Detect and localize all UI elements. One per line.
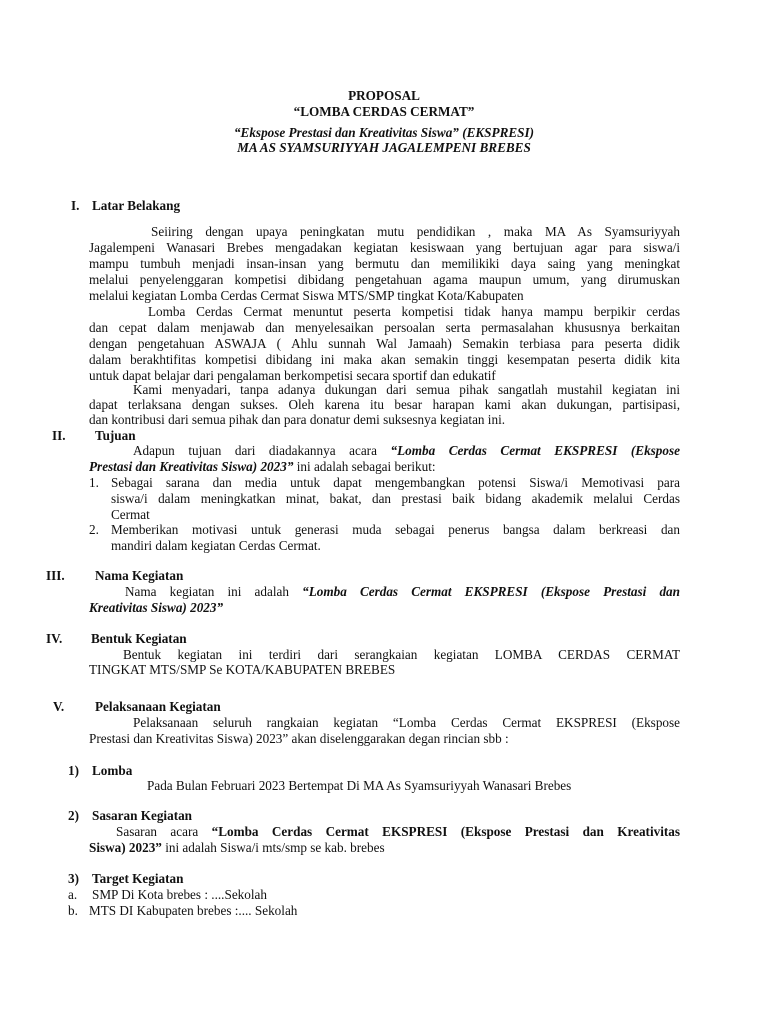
list-item-line: mandiri dalam kegiatan Cerdas Cermat. (111, 538, 321, 553)
s4-line: TINGKAT MTS/SMP Se KOTA/KABUPATEN BREBES (89, 662, 396, 677)
section-5-number: V. (53, 699, 65, 714)
s1-p2-line: dan cepat dalam menjawab dan menyelesaikan persoalan serta permasalahan khususnya berkaitan (89, 320, 680, 335)
s1-p1-line: melalui kegiatan Lomba Cerdas Cermat Siswa MTS/SMP tingkat Kota/Kabupaten (89, 288, 524, 303)
list-item-line: siswa/i dalam meningkatkan minat, bakat, dan prestasi baik bidang akademik melalui Cerdas (111, 491, 680, 506)
target-item-letter: a. (68, 887, 78, 902)
s3-line: Nama kegiatan ini adalah “Lomba Cerdas Cermat EKSPRESI (Ekspose Prestasi dan (125, 584, 680, 599)
s1-p3-line: dapat terlaksana dengan sukses. Oleh karena itu besar harapan kami akan dukungan, partisipasi, (89, 397, 680, 412)
list-number: 2. (89, 522, 99, 537)
subsection-3-title: Target Kegiatan (92, 871, 184, 886)
target-item: SMP Di Kota brebes : ....Sekolah (92, 887, 267, 902)
proposal-theme: “Ekspose Prestasi dan Kreativitas Siswa” (EKSPRESI) (233, 125, 535, 140)
list-item-line: Sebagai sarana dan media untuk dapat mengembangkan potensi Siswa/i Memotivasi para (111, 475, 680, 490)
list-item-line: Memberikan motivasi untuk generasi muda sebagai penerus bangsa dalam berkreasi dan (111, 522, 680, 537)
s1-p1-line: Jagalempeni Wanasari Brebes mengadakan kegiatan kesiswaan yang bertujuan agar para siswa/i (89, 240, 680, 255)
sub2-line: Sasaran acara “Lomba Cerdas Cermat EKSPRESI (Ekspose Prestasi dan Kreativitas (116, 824, 680, 839)
list-number: 1. (89, 475, 99, 490)
proposal-subtitle: “LOMBA CERDAS CERMAT” (293, 104, 475, 119)
section-2-title: Tujuan (95, 428, 136, 443)
s5-line: Pelaksanaan seluruh rangkaian kegiatan “Lomba Cerdas Cermat EKSPRESI (Ekspose (133, 715, 680, 730)
subsection-3-number: 3) (68, 871, 79, 886)
section-1-number: I. (71, 198, 80, 213)
s5-line: Prestasi dan Kreativitas Siswa) 2023” akan diselenggarakan degan rincian sbb : (89, 731, 509, 746)
school-name: MA AS SYAMSURIYYAH JAGALEMPENI BREBES (237, 140, 531, 155)
s1-p2-line: dalam berakhtifitas kompetisi dibidang ini maka akan semakin tinggi kesempatan peserta didik kita (89, 352, 680, 367)
section-1-title: Latar Belakang (92, 198, 181, 213)
proposal-title: PROPOSAL (348, 88, 420, 103)
section-3-number: III. (46, 568, 65, 583)
subsection-2-number: 2) (68, 808, 79, 823)
s2-intro-line: Prestasi dan Kreativitas Siswa) 2023” ini adalah sebagai berikut: (89, 459, 436, 474)
s1-p1-line: Seiiring dengan upaya peningkatan mutu pendidikan , maka MA As Syamsuriyyah (151, 224, 680, 239)
sub2-line: Siswa) 2023” ini adalah Siswa/i mts/smp se kab. brebes (89, 840, 385, 855)
s1-p1-line: mampu tumbuh menjadi insan-insan yang bermutu dan memilikiki daya saing yang meningkat (89, 256, 680, 271)
section-4-title: Bentuk Kegiatan (91, 631, 187, 646)
target-item: MTS DI Kabupaten brebes :.... Sekolah (89, 903, 298, 918)
subsection-1-number: 1) (68, 763, 79, 778)
s1-p3-line: dan kontribusi dari semua pihak dan para donatur demi suksesnya kegiatan ini. (89, 412, 506, 427)
sub1-text: Pada Bulan Februari 2023 Bertempat Di MA As Syamsuriyyah Wanasari Brebes (147, 778, 572, 793)
s4-line: Bentuk kegiatan ini terdiri dari serangkaian kegiatan LOMBA CERDAS CERMAT (123, 647, 680, 662)
s1-p2-line: untuk dapat belajar dari pengalaman berkompetisi secara sportif dan edukatif (89, 368, 496, 383)
section-4-number: IV. (46, 631, 63, 646)
subsection-2-title: Sasaran Kegiatan (92, 808, 193, 823)
s3-line: Kreativitas Siswa) 2023” (89, 600, 224, 615)
s1-p3-line: Kami menyadari, tanpa adanya dukungan dari semua pihak sangatlah mustahil kegiatan ini (133, 382, 680, 397)
subsection-1-title: Lomba (92, 763, 133, 778)
s1-p1-line: melalui penyelenggaran kompetisi dibidang pengetahuan agama maupun umum, yang dirumuskan (89, 272, 680, 287)
section-2-number: II. (52, 428, 66, 443)
section-3-title: Nama Kegiatan (95, 568, 184, 583)
list-item-line: Cermat (111, 507, 150, 522)
section-5-title: Pelaksanaan Kegiatan (95, 699, 221, 714)
s2-intro-line: Adapun tujuan dari diadakannya acara “Lomba Cerdas Cermat EKSPRESI (Ekspose (133, 443, 680, 458)
s1-p2-line: dengan pengetahuan ASWAJA ( Ahlu sunnah Wal Jamaah) Semakin terbiasa para peserta didik (89, 336, 680, 351)
target-item-letter: b. (68, 903, 78, 918)
s1-p2-line: Lomba Cerdas Cermat menuntut peserta kompetisi tidak hanya mampu berpikir cerdas (148, 304, 680, 319)
